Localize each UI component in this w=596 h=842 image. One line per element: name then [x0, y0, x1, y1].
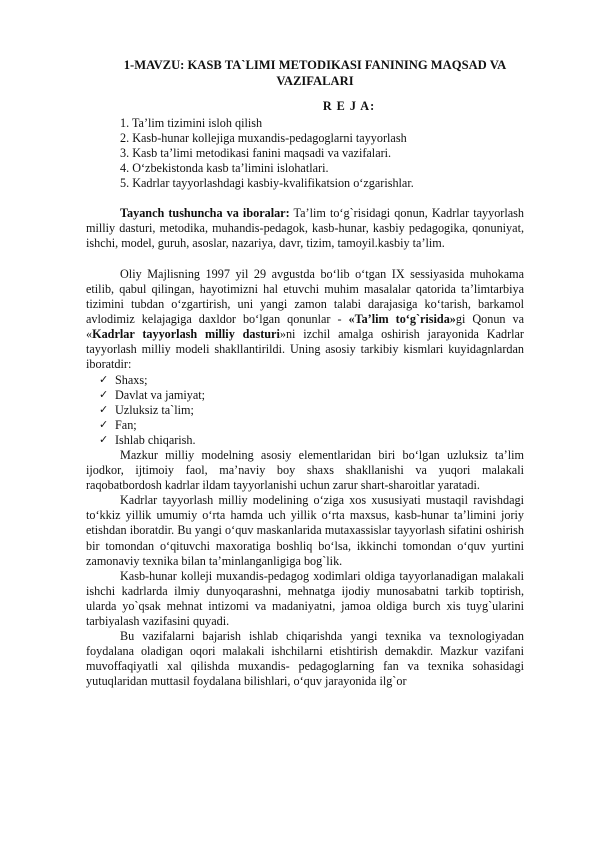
list-item [99, 433, 524, 448]
checkmark-icon: ✓ [99, 403, 109, 416]
plan-item: 5. Kadrlar tayyorlashdagi kasbiy-kvalifikatsion o‘zgarishlar. [120, 176, 414, 191]
lesson-title [86, 58, 524, 89]
paragraph: Kadrlar tayyorlash milliy modelining o‘ziga xos xususiyati mustaqil ravishdagi to‘kkiz yillik umumiy o‘rta hamda uch yillik o‘rta maxsus, kasb-hunar ta’limini joriy etishdan iboratdir. Bu yangi o‘quv maskanlarida mutaxassislar tayyorlash sifatini oshirish bir tomondan o‘qituvchi maxoratiga boshliq bo‘lsa, ikkinchi tomondan o‘quv yurtini zamonaviy texnika bilan ta’minlanganligiga bog`lik. [86, 493, 524, 568]
title-line-2: VAZIFALARI [276, 73, 354, 88]
keywords-label: Tayanch tushuncha va iboralar: [120, 205, 290, 220]
keywords-paragraph [86, 206, 524, 251]
checkmark-icon: ✓ [99, 373, 109, 386]
list-item [99, 403, 524, 418]
title-line-1: 1-MAVZU: KASB TA`LIMI METODIKASI FANINING MAQSAD VA [123, 58, 507, 72]
paragraph-text: gi Qonun va « [86, 312, 524, 342]
paragraph-text: Oliy Majlisning 1997 yil 29 avgustda bo‘lib o‘tgan IX sessiyasida muhokama etilib, qabul qilingan, hayotimizni hal etuvchi muhim masalalar qatorida ta’limtarbiya tizimini tubdan o‘zgartirish, uni yangi zamon talabi darajasiga ko‘tarish, barkamol avlodimiz kelajagiga daxldor bo‘lgan qonunlar - [86, 266, 524, 327]
law-title-education: «Ta’lim to‘g`risida» [348, 312, 456, 327]
paragraph-text: »ni izchil amalga oshirish jarayonida Kadrlar tayyorlash milliy modeli shakllantirildi. Uning asosiy tarkibiy kismlari kuyidagnlardan iboratdir: [86, 327, 524, 372]
law-title-personnel: Kadrlar tayyorlash milliy dasturi [92, 327, 280, 342]
list-item-text: Shaxs; [115, 372, 148, 387]
checkmark-icon: ✓ [99, 418, 109, 431]
checkmark-icon: ✓ [99, 388, 109, 401]
plan-item: 1. Ta’lim tizimini isloh qilish [120, 116, 263, 131]
paragraph: Kasb-hunar kolleji muxandis-pedagog xodimlari oldiga tayyorlanadigan malakali ishchi kadrlarda ilmiy dunyoqarashni, mehnatga ijodiy munosabatni tarkib toptirish, ularda yo`qsak mehnat intizomi va madaniyatni, jamoa oldiga burch xis tuyg`ularini tarbiyalash vazifasini quyadi. [86, 568, 524, 628]
list-item [99, 373, 524, 388]
intro-paragraph [86, 267, 524, 373]
list-item-text: Fan; [115, 417, 137, 432]
plan-item: 2. Kasb-hunar kollejiga muxandis-pedagoglarni tayyorlash [120, 131, 407, 146]
list-item-text: Uzluksiz ta`lim; [115, 402, 194, 417]
checkmark-icon: ✓ [99, 433, 109, 446]
paragraph: Bu vazifalarni bajarish ishlab chiqarishda yangi texnika va texnologiyadan foydalana oladigan oqori malakali ishchilarni etishtirish demakdir. Mazkur vazifani muvoffaqiyatli xal qilishda muxandis- pedagoglarning fan va texnika sohasidagi yutuqlaridan muttasil foydalana bilishlari, o‘quv jarayonida ilg`or [86, 629, 524, 689]
plan-item: 3. Kasb ta’limi metodikasi fanini maqsadi va vazifalari. [120, 146, 392, 161]
list-item-text: Ishlab chiqarish. [115, 432, 196, 447]
list-item-text: Davlat va jamiyat; [115, 387, 206, 402]
list-item [99, 388, 524, 403]
keywords-text: Ta’lim to‘g`risidagi qonun, Kadrlar tayyorlash milliy dasturi, metodika, muhandis-pedagok, kasb-hunar, kasbiy pedagogika, qonuniyat, ishchi, model, guruh, asoslar, nazariya, davr, tizim, tamoyil.kasbiy ta’lim. [86, 205, 524, 250]
model-components-list [86, 373, 524, 448]
paragraph: Mazkur milliy modelning asosiy elementlaridan biri bo‘lgan uzluksiz ta’lim ijodkor, ijtimoiy faol, ma’naviy boy shaxs shakllanishi va yuqori malakali raqobatbordosh kadrlar ildam tayyorlanishi uchun zarur shart-sharoitlar yaratadi. [86, 447, 524, 493]
plan-heading: R E J A: [322, 99, 376, 113]
plan-item: 4. O‘zbekistonda kasb ta’limini islohatlari. [120, 161, 329, 176]
document-page [86, 58, 524, 689]
plan-list [86, 116, 524, 191]
list-item [99, 418, 524, 433]
